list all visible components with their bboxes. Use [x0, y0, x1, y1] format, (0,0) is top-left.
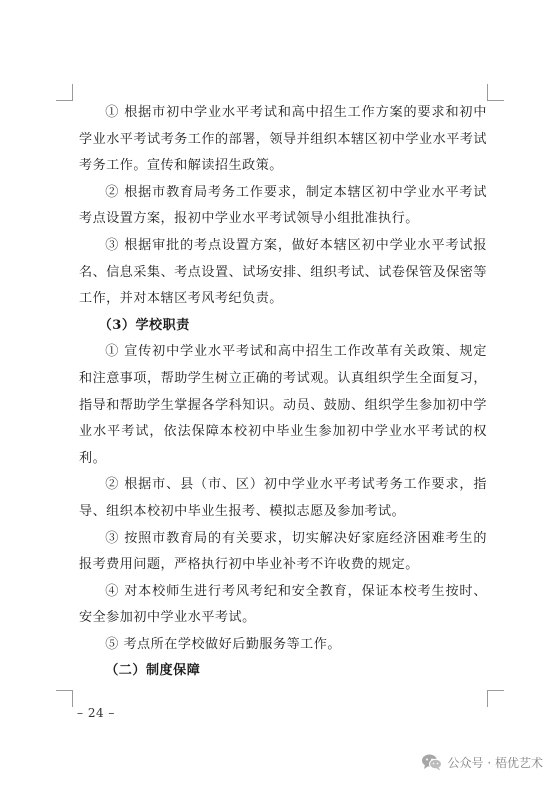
district-duty-1: ① 根据市初中学业水平考试和高中招生工作方案的要求和初中学业水平考试考务工作的部署，领导并组织本辖区初中学业水平考试考务工作。宣传和解读招生政策。 — [79, 105, 487, 174]
crop-mark-bottom-left — [56, 690, 73, 707]
system-guarantee-heading: （二）制度保障 — [105, 663, 201, 679]
school-duty-5: ⑤ 考点所在学校做好后勤服务等工作。 — [105, 636, 341, 652]
crop-mark-top-left — [56, 84, 73, 101]
school-duties-heading: （3）学校职责 — [98, 317, 190, 333]
district-duty-2: ② 根据市教育局考务工作要求，制定本辖区初中学业水平考试考点设置方案，报初中学业水平考试领导小组批准执行。 — [79, 184, 487, 227]
school-duty-4: ④ 对本校师生进行考风考纪和安全教育，保证本校考生按时、安全参加初中学业水平考试。 — [79, 583, 487, 626]
page-number: – 24 – — [77, 706, 115, 720]
document-body — [79, 100, 487, 685]
wechat-icon — [421, 753, 443, 771]
crop-mark-bottom-right — [487, 690, 504, 707]
district-duty-3: ③ 根据审批的考点设置方案，做好本辖区初中学业水平考试报名、信息采集、考点设置、试场安排、组织考试、试卷保管及保密等工作，并对本辖区考风考纪负责。 — [79, 237, 487, 307]
school-duty-1: ① 宣传初中学业水平考试和高中招生工作改革有关政策、规定和注意事项，帮助学生树立正确的考试观。认真组织学生全面复习，指导和帮助学生掌握各学科知识。动员、鼓励、组织学生参加初中学业水平考试，依法保障本校初中毕业生参加初中学业水平考试的权利。 — [79, 344, 487, 466]
school-duty-3: ③ 按照市教育局的有关要求，切实解决好家庭经济困难考生的报考费用问题，严格执行初中毕业补考不许收费的规定。 — [79, 530, 487, 573]
wechat-watermark — [421, 751, 543, 773]
watermark-text: 公众号 · 梧优艺术 — [447, 755, 543, 770]
crop-mark-top-right — [487, 84, 504, 101]
school-duty-2: ② 根据市、县（市、区）初中学业水平考试考务工作要求，指导、组织本校初中毕业生报考、模拟志愿及参加考试。 — [79, 477, 487, 519]
